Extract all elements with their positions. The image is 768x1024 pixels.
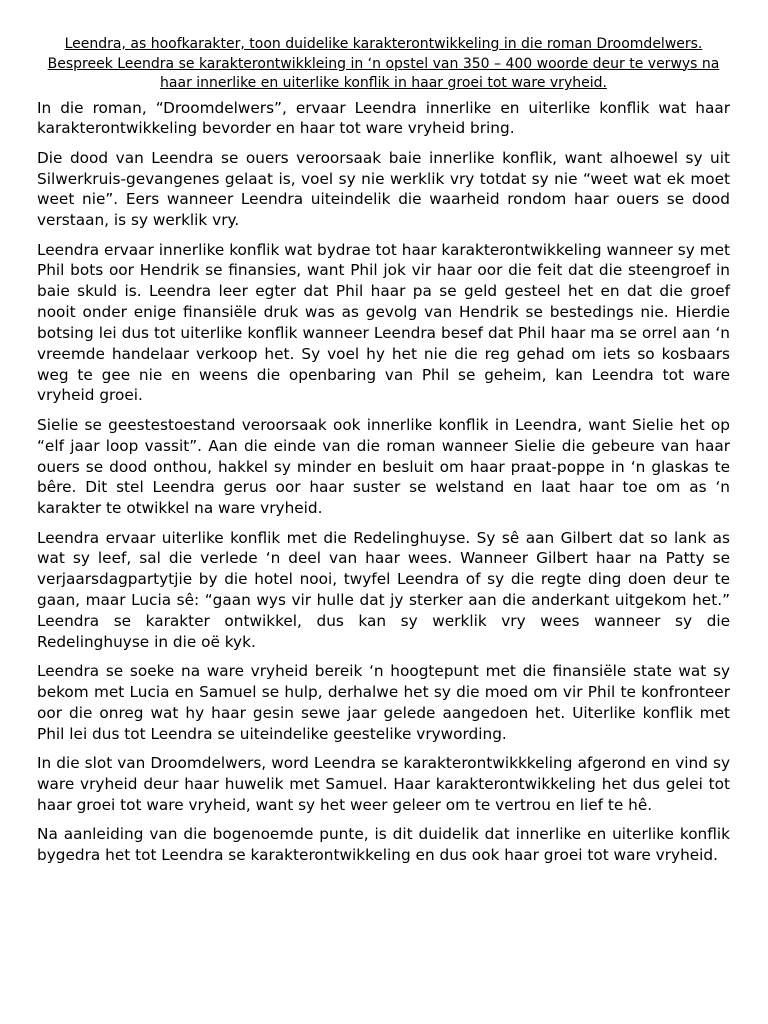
paragraph-conclusion: Na aanleiding van die bogenoemde punte, is dit duidelik dat innerlike en uiterlike konflik bygedra het tot Leendra se karakterontwikkeling en dus ook haar groei tot ware vryheid. bbox=[37, 825, 730, 864]
paragraph-redelinghuyse: Leendra ervaar uiterlike konflik met die Redelinghuyse. Sy sê aan Gilbert dat so lank as wat sy leef, sal die verlede ‘n deel van haar wees. Wanneer Gilbert haar na Patty se verjaarsdagpartytjie by die hotel nooi, twyfel Leendra of sy die regte ding doen deur te gaan, maar Lucia sê: “gaan wys vir hulle dat jy sterker aan die anderkant uitgekom het.” Leendra se karakter ontwikkel, dus kan sy werklik vry wees wanneer sy die Redelinghuyse in die oë kyk. bbox=[37, 528, 730, 651]
paragraph-introduction: In die roman, “Droomdelwers”, ervaar Leendra innerlike en uiterlike konflik wat haar karakterontwikkeling bevorder en haar tot ware vryheid bring. bbox=[37, 98, 730, 138]
heading-line-1: Leendra, as hoofkarakter, toon duidelike karakterontwikkeling in die roman Droomdelwers. bbox=[64, 36, 703, 52]
paragraph-phil-conflict: Leendra ervaar innerlike konflik wat bydrae tot haar karakterontwikkeling wanneer sy met Phil bots oor Hendrik se finansies, want Phil jok vir haar oor die feit dat die steengroef in baie skuld is. Leendra leer egter dat Phil haar pa se geld gesteel het en dat die groef nooit onder enige finansiële druk was as gevolg van Hendrik se bestedings nie. Hierdie botsing lei dus tot uiterlike konflik wanneer Leendra besef dat Phil haar ma se orrel aan ‘n vreemde handelaar verkoop het. Sy voel hy het nie die reg gehad om iets so kosbaars weg te gee nie en weens die openbaring van Phil se geheim, kan Leendra tot ware vryheid groei. bbox=[37, 240, 730, 405]
paragraph-parents-death: Die dood van Leendra se ouers veroorsaak baie innerlike konflik, want alhoewel sy uit Silwerkruis-gevangenes gelaat is, voel sy nie werklik vry totdat sy nie “weet wat ek moet weet nie”. Eers wanneer Leendra uiteindelik die waarheid rondom haar ouers se dood verstaan, is sy werklik vry. bbox=[37, 148, 730, 230]
heading-line-3: haar innerlike en uiterlike konflik in haar groei tot ware vryheid. bbox=[160, 75, 607, 91]
essay-question-heading bbox=[37, 35, 730, 94]
paragraph-ending: In die slot van Droomdelwers, word Leendra se karakterontwikkkeling afgerond en vind sy ware vryheid deur haar huwelik met Samuel. Haar karakterontwikkeling het dus gelei tot haar groei tot ware vryheid, want sy het weer geleer om te vertrou en lief te hê. bbox=[37, 753, 730, 814]
paragraph-sielie: Sielie se geestestoestand veroorsaak ook innerlike konflik in Leendra, want Sielie het op “elf jaar loop vassit”. Aan die einde van die roman wanneer Sielie die gebeure van haar ouers se dood onthou, hakkel sy minder en besluit om haar praat-poppe in ‘n glaskas te bêre. Dit stel Leendra gerus oor haar suster se welstand en laat haar toe om as ‘n karakter te otwikkel na ware vryheid. bbox=[37, 415, 730, 518]
document-page bbox=[37, 35, 730, 874]
heading-line-2: Bespreek Leendra se karakterontwikkleing in ‘n opstel van 350 – 400 woorde deur te verwys na bbox=[47, 55, 720, 72]
paragraph-confrontation: Leendra se soeke na ware vryheid bereik ‘n hoogtepunt met die finansiële state wat sy bekom met Lucia en Samuel se hulp, derhalwe het sy die moed om vir Phil te konfronteer oor die onreg wat hy haar gesin sewe jaar gelede aangedoen het. Uiterlike konflik met Phil lei dus tot Leendra se uiteindelike geestelike vrywording. bbox=[37, 662, 730, 743]
